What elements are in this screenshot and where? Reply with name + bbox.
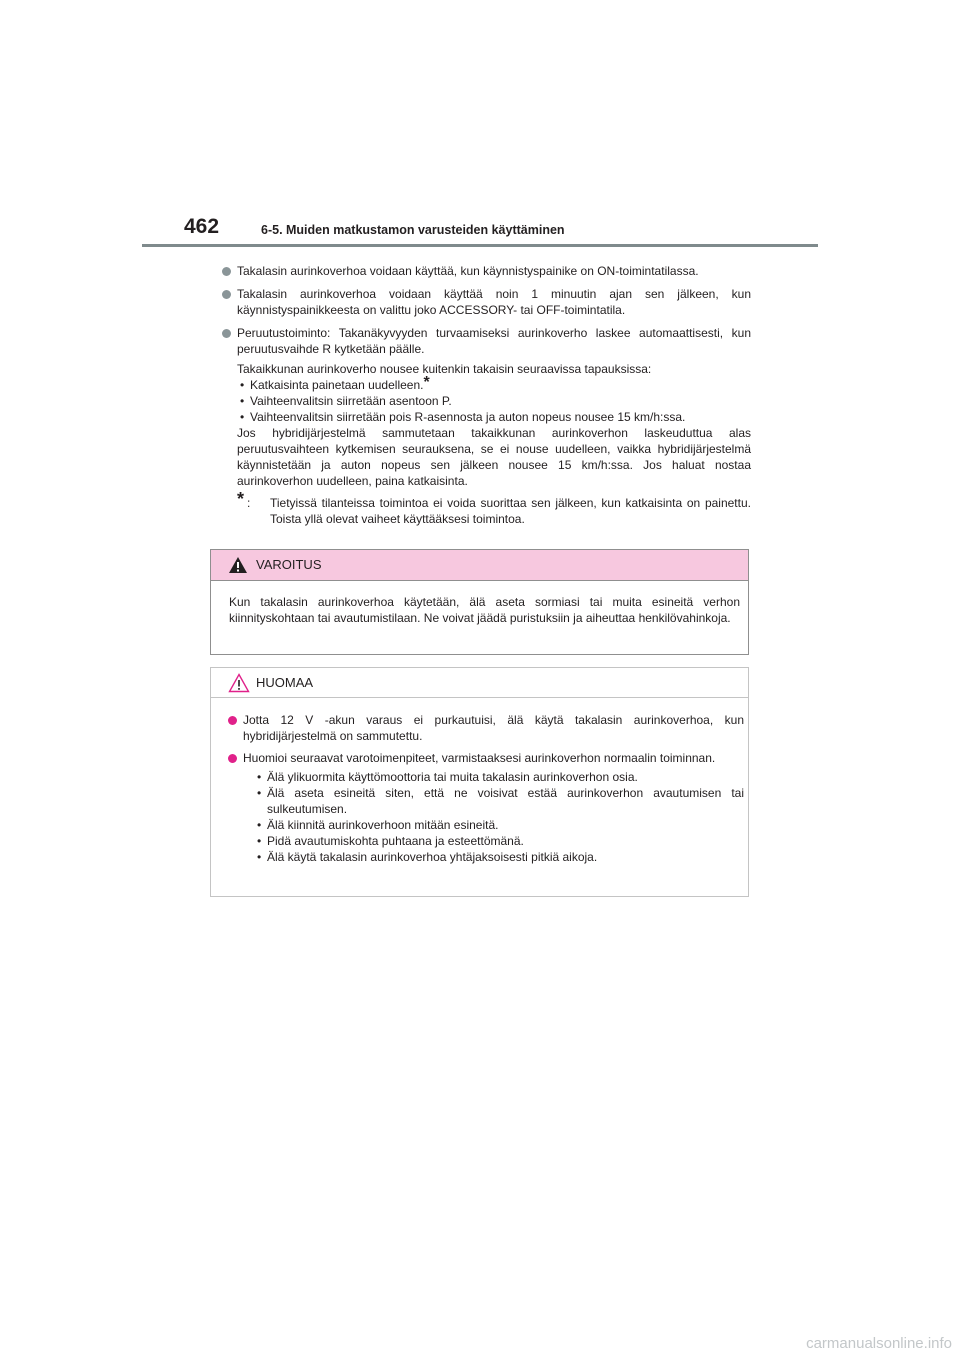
list-item [222,325,751,357]
sub-list-item: • Pidä avautumiskohta puhtaana ja esteettömänä. [257,834,524,848]
notice-box [210,667,749,897]
bullet-text: Takalasin aurinkoverhoa voidaan käyttää noin 1 minuutin ajan sen jälkeen, kun käynnistyspainikkeesta on valittu joko ACCESSORY- tai OFF-toimintatila. [237,287,751,317]
sub-list-item: • Vaihteenvalitsin siirretään pois R-asennosta ja auton nopeus nousee 15 km/h:ssa. [240,410,686,424]
warning-text: Kun takalasin aurinkoverhoa käytetään, älä aseta sormiasi tai muita esineitä verhon kiinnityskohtaan tai avautumistilaan. Ne voivat jäädä puristuksiin ja aiheuttaa henkilövahinkoja. [229,595,740,625]
asterisk-ref: * [423,374,430,391]
footnote-text: Tietyissä tilanteissa toimintoa ei voida suorittaa sen jälkeen, kun katkaisinta on painettu. Toista yllä olevat vaiheet käyttääksesi toimintoa. [270,496,751,526]
bullet-dot-icon [222,329,231,338]
bullet-dot-icon [228,716,237,725]
header-divider [142,244,818,247]
chapter-title: 6-5. Muiden matkustamon varusteiden käyttäminen [261,223,565,237]
page-number: 462 [184,215,220,238]
footnote-asterisk: * [237,489,245,509]
sub-list-item: • Älä ylikuormita käyttömoottoria tai muita takalasin aurinkoverhon osia. [257,770,638,784]
sub-list-item: • Älä aseta esineitä siten, että ne voisivat estää aurinkoverhon avautumisen tai sulkeutumisen. [257,786,744,816]
bullet-dot-icon [222,267,231,276]
bullet-text: Peruutustoiminto: Takanäkyvyyden turvaamiseksi aurinkoverho laskee automaattisesti, kun peruutusvaihde R kytketään päälle. [237,326,751,356]
bullet-dot-icon [228,754,237,763]
list-item [222,286,751,318]
footnote: * : Tietyissä tilanteissa toimintoa ei voida suorittaa sen jälkeen, kun katkaisinta on painettu. Toista yllä olevat vaiheet käyttääksesi toimintoa. [237,489,751,526]
bullet-dot-icon [222,290,231,299]
caution-triangle-icon [228,673,250,693]
notice-title: HUOMAA [256,675,314,690]
page-header [142,215,818,247]
sub-list-item: • Vaihteenvalitsin siirretään asentoon P. [240,394,452,408]
main-content [222,263,751,527]
list-item: Huomioi seuraavat varotoimenpiteet, varmistaaksesi aurinkoverhon normaalin toiminnan. [228,750,744,766]
warning-header [211,550,748,581]
sub-paragraph: Jos hybridijärjestelmä sammutetaan takaikkunan aurinkoverhon laskeuduttua alas peruutusvaihteen kytkemisen seurauksena, se ei nouse uudelleen, vaikka hybridijärjestelmä käynnistetään ja auton nopeus sen jälkeen nousee 15 km/h:ssa. Jos haluat nostaa aurinkoverhon uudelleen, paina katkaisinta. [237,426,751,488]
sub-list-item: • Älä kiinnitä aurinkoverhoon mitään esineitä. [257,818,499,832]
sub-list-item: • Älä käytä takalasin aurinkoverhoa yhtäjaksoisesti pitkiä aikoja. [257,850,598,864]
warning-title: VAROITUS [256,557,322,572]
watermark: carmanualsonline.info [806,1335,952,1352]
list-item [222,263,751,279]
sub-intro: Takaikkunan aurinkoverho nousee kuitenkin takaisin seuraavissa tapauksissa: [237,362,652,376]
warning-triangle-icon [228,556,248,574]
warning-box [210,549,749,655]
notice-header [211,668,748,698]
notice-body [228,712,744,865]
list-item: Jotta 12 V -akun varaus ei purkautuisi, älä käytä takalasin aurinkoverhoa, kun hybridijärjestelmä on sammutettu. [228,712,744,744]
bullet-text: Takalasin aurinkoverhoa voidaan käyttää, kun käynnistyspainike on ON-toimintatilassa. [237,264,699,278]
sub-list-item: • Katkaisinta painetaan uudelleen.* [240,374,430,392]
